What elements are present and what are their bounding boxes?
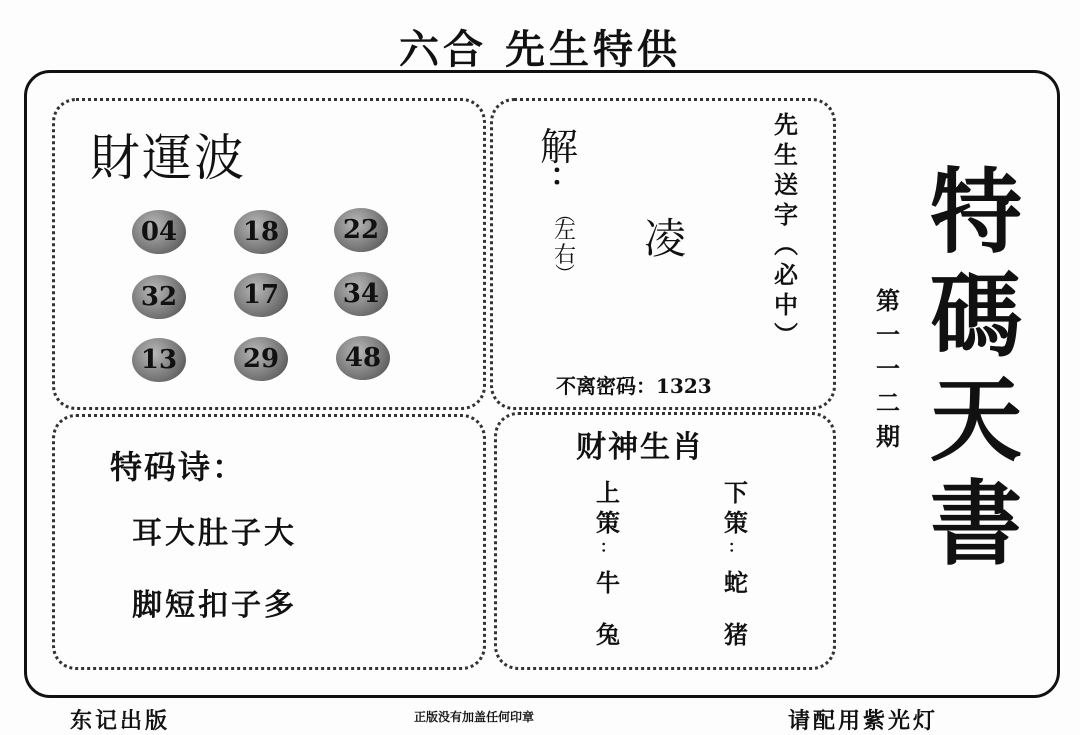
number-ball: 48 — [336, 336, 390, 380]
lower-colon: ： — [727, 537, 744, 556]
main-title-char: 天 — [929, 366, 1022, 474]
footer-publisher: 东记出版 — [70, 709, 171, 734]
lower-animal: 蛇 — [724, 569, 748, 597]
number-ball: 18 — [234, 210, 288, 254]
number-ball: 32 — [132, 275, 186, 319]
vertical-char: 中 — [774, 291, 798, 319]
upper-label: 策 — [596, 509, 620, 537]
main-title — [926, 160, 1026, 576]
number-ball: 29 — [234, 337, 288, 381]
upper-colon: ： — [599, 537, 616, 556]
riddle-character: 凌 — [644, 214, 687, 263]
issue-number — [870, 284, 906, 454]
wealth-title: 財運波 — [90, 129, 246, 187]
vertical-char: 生 — [774, 141, 798, 169]
poem-title: 特码诗： — [110, 448, 247, 486]
vertical-char: 必 — [774, 261, 798, 289]
issue-char: 期 — [876, 423, 900, 451]
number-ball: 34 — [334, 272, 388, 316]
number-ball: 17 — [234, 273, 288, 317]
number-ball: 22 — [334, 208, 388, 252]
lower-animal: 猪 — [724, 621, 748, 649]
lower-label: 下 — [724, 479, 748, 507]
zodiac-title: 财神生肖 — [576, 430, 704, 465]
main-title-char: 碼 — [929, 262, 1022, 370]
upper-animal: 兔 — [596, 621, 620, 649]
poem-line: 耳大肚子大 — [132, 516, 297, 551]
paren-close: ︶ — [555, 262, 575, 286]
riddle-colon: ： — [550, 158, 580, 193]
issue-char: 二 — [876, 389, 900, 417]
riddle-vertical-text — [766, 110, 806, 350]
issue-char: 一 — [876, 321, 900, 349]
vertical-char: ︵ — [774, 231, 798, 259]
issue-char: 第 — [876, 287, 900, 315]
riddle-label: 解 — [540, 125, 579, 169]
vertical-char: 字 — [774, 201, 798, 229]
issue-char: 一 — [876, 355, 900, 383]
vertical-char: 先 — [774, 111, 798, 139]
header-title: 六合 先生特供 — [399, 27, 681, 73]
hint-left: 左 — [553, 219, 576, 244]
vertical-char: 送 — [774, 171, 798, 199]
code-value: 1323 — [656, 374, 712, 398]
code-label: 不离密码： — [556, 374, 656, 398]
zodiac-upper — [590, 478, 626, 650]
hint-right: 右 — [553, 243, 576, 268]
main-title-char: 特 — [929, 158, 1022, 266]
footer-note: 正版没有加盖任何印章 — [414, 710, 535, 724]
number-ball: 13 — [132, 338, 186, 382]
main-title-char: 書 — [929, 470, 1022, 578]
number-ball: 04 — [132, 210, 186, 254]
poem-line: 脚短扣子多 — [132, 588, 297, 623]
secret-code — [556, 370, 712, 399]
riddle-hint — [548, 202, 582, 286]
upper-animal: 牛 — [596, 569, 620, 597]
lower-label: 策 — [724, 509, 748, 537]
footer-uv-note: 请配用紫光灯 — [788, 709, 939, 734]
paren-open: ︵ — [555, 202, 575, 226]
upper-label: 上 — [596, 479, 620, 507]
vertical-char: ︶ — [774, 321, 798, 349]
zodiac-lower — [718, 478, 754, 650]
